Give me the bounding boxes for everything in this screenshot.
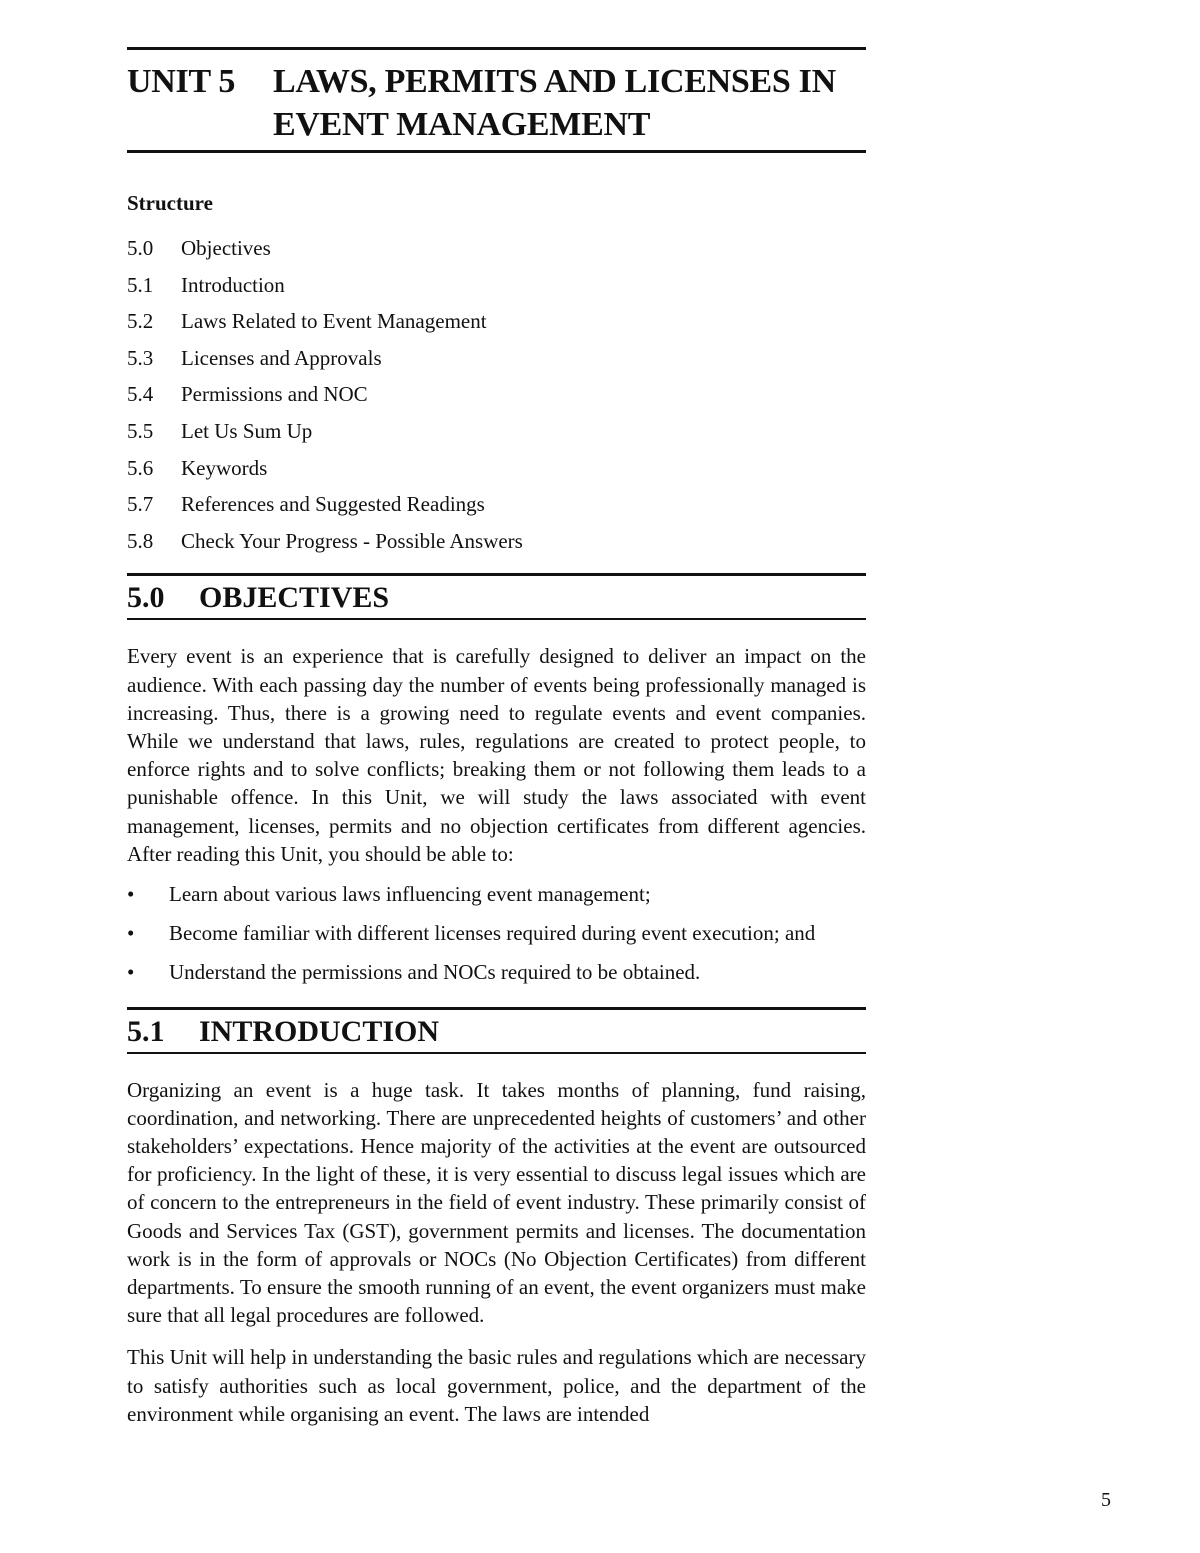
section-number: 5.1 — [127, 1014, 165, 1048]
toc-title: Licenses and Approvals — [181, 345, 382, 370]
toc-item — [127, 230, 866, 267]
toc-title: References and Suggested Readings — [181, 492, 485, 517]
toc-title: Let Us Sum Up — [181, 418, 313, 443]
page-number: 5 — [1101, 1489, 1111, 1511]
objectives-bullet-list — [127, 880, 866, 987]
section-number: 5.0 — [127, 581, 165, 615]
structure-label: Structure — [127, 191, 213, 215]
toc-number: 5.7 — [127, 492, 154, 517]
toc-item — [127, 523, 866, 560]
section-title: INTRODUCTION — [199, 1014, 440, 1048]
bullet-item — [127, 919, 866, 947]
toc-number: 5.8 — [127, 528, 154, 553]
toc-number: 5.5 — [127, 418, 154, 443]
bullet-item — [127, 880, 866, 908]
bullet-symbol: • — [127, 881, 135, 906]
bullet-text: Become familiar with different licenses required during event execution; and — [169, 921, 816, 946]
toc-title: Check Your Progress - Possible Answers — [181, 528, 523, 553]
document-page — [127, 47, 866, 1428]
toc-number: 5.3 — [127, 345, 154, 370]
toc-number: 5.0 — [127, 236, 154, 260]
unit-title-line-2: EVENT MANAGEMENT — [273, 106, 651, 143]
toc-item — [127, 340, 866, 377]
introduction-paragraph-2: This Unit will help in understanding the basic rules and regulations which are necessary to satisfy authorities such as local government, police, and the department of the environment while organising an event. The laws are intended — [127, 1345, 866, 1426]
toc-title: Keywords — [181, 455, 268, 480]
bullet-symbol: • — [127, 921, 135, 946]
bullet-item — [127, 958, 866, 986]
objectives-bottom-rule — [127, 618, 866, 620]
unit-bottom-rule — [127, 150, 866, 153]
toc-number: 5.1 — [127, 272, 154, 297]
objectives-heading — [127, 576, 866, 618]
objectives-paragraph: Every event is an experience that is carefully designed to deliver an impact on the audience. With each passing day the number of events being professionally managed is increasing. Thus, there is a growing need to regulate events and event companies. While we understand that laws, rules, regulations are created to protect people, to enforce rights and to solve conflicts; breaking them or not following them leads to a punishable offence. In this Unit, we will study the laws associated with event management, licenses, permits and no objection certificates from different agencies. After reading this Unit, you should be able to: — [127, 644, 866, 866]
unit-heading — [127, 50, 866, 150]
section-title: OBJECTIVES — [199, 581, 390, 615]
toc-item — [127, 486, 866, 523]
introduction-heading — [127, 1010, 866, 1052]
toc-item — [127, 376, 866, 413]
toc-item — [127, 303, 866, 340]
toc-item — [127, 267, 866, 304]
toc-title: Permissions and NOC — [181, 382, 368, 407]
bullet-text: Learn about various laws influencing event management; — [169, 881, 651, 906]
toc-title: Objectives — [181, 236, 271, 260]
toc-number: 5.4 — [127, 382, 154, 407]
toc-number: 5.6 — [127, 455, 154, 480]
toc-title: Laws Related to Event Management — [181, 309, 487, 334]
toc-item — [127, 450, 866, 487]
structure-list — [127, 230, 866, 559]
unit-number: UNIT 5 — [127, 63, 236, 100]
introduction-paragraph-1: Organizing an event is a huge task. It takes months of planning, fund raising, coordination, and networking. There are unprecedented heights of customers’ and other stakeholders’ expectations. Hence majority of the activities at the event are outsourced for proficiency. In the light of these, it is very essential to discuss legal issues which are of concern to the entrepreneurs in the field of event industry. These primarily consist of Goods and Services Tax (GST), government permits and licenses. The documentation work is in the form of approvals or NOCs (No Objection Certificates) from different departments. To ensure the smooth running of an event, the event organizers must make sure that all legal procedures are followed. — [127, 1077, 866, 1328]
introduction-bottom-rule — [127, 1052, 866, 1054]
unit-title-line-1: LAWS, PERMITS AND LICENSES IN — [273, 63, 836, 100]
bullet-text: Understand the permissions and NOCs required to be obtained. — [169, 960, 701, 985]
bullet-symbol: • — [127, 960, 135, 985]
toc-title: Introduction — [181, 272, 285, 297]
toc-item — [127, 413, 866, 450]
unit-title — [273, 60, 866, 146]
toc-number: 5.2 — [127, 309, 154, 334]
